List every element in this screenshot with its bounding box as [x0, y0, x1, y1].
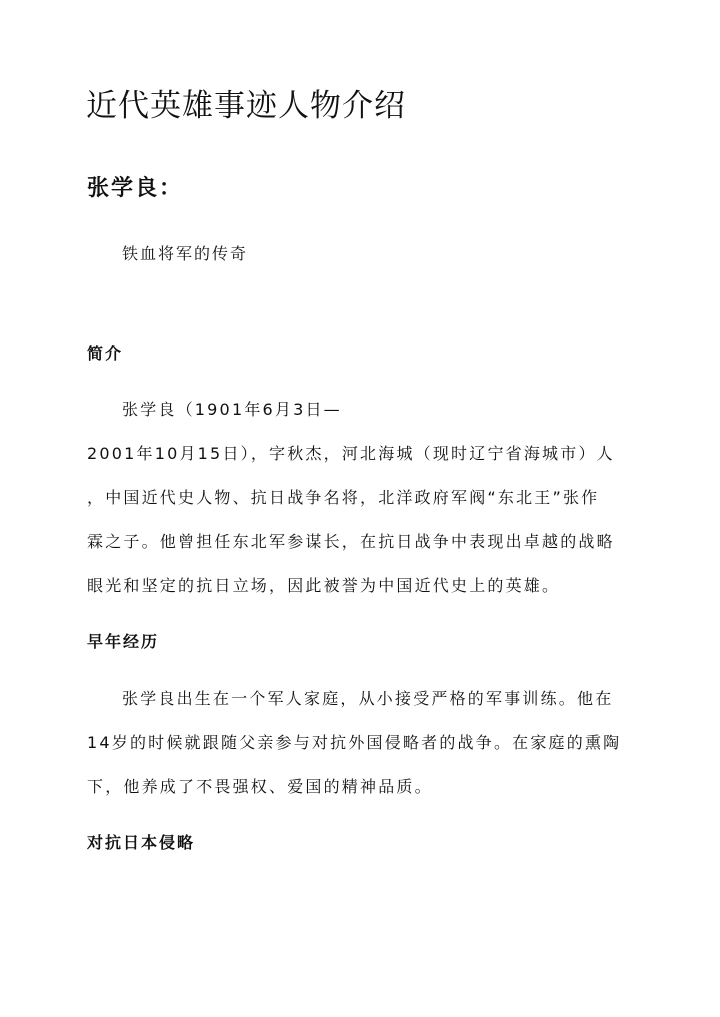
- early-line: 下，他养成了不畏强权、爱国的精神品质。: [87, 777, 433, 796]
- intro-line: 眼光和坚定的抗日立场，因此被誉为中国近代史上的英雄。: [87, 576, 561, 595]
- section-heading-intro: 简介: [87, 344, 124, 363]
- person-subtitle: 铁血将军的传奇: [122, 244, 249, 263]
- intro-line: 张学良（1901年6月3日—: [122, 400, 342, 419]
- intro-line: 霖之子。他曾担任东北军参谋长，在抗日战争中表现出卓越的战略: [87, 532, 615, 551]
- person-name: 张学良：: [87, 175, 184, 201]
- intro-line: ，中国近代史人物、抗日战争名将，北洋政府军阀“东北王”张作: [87, 488, 600, 507]
- intro-line: 2001年10月15日），字秋杰，河北海城（现时辽宁省海城市）人: [87, 444, 615, 463]
- section-heading-anti-japan: 对抗日本侵略: [87, 833, 196, 852]
- section-heading-early: 早年经历: [87, 632, 160, 651]
- early-line: 张学良出生在一个军人家庭，从小接受严格的军事训练。他在: [122, 689, 614, 708]
- early-line: 14岁的时候就跟随父亲参与对抗外国侵略者的战争。在家庭的熏陶: [87, 733, 622, 752]
- document-title: 近代英雄事迹人物介绍: [86, 88, 406, 124]
